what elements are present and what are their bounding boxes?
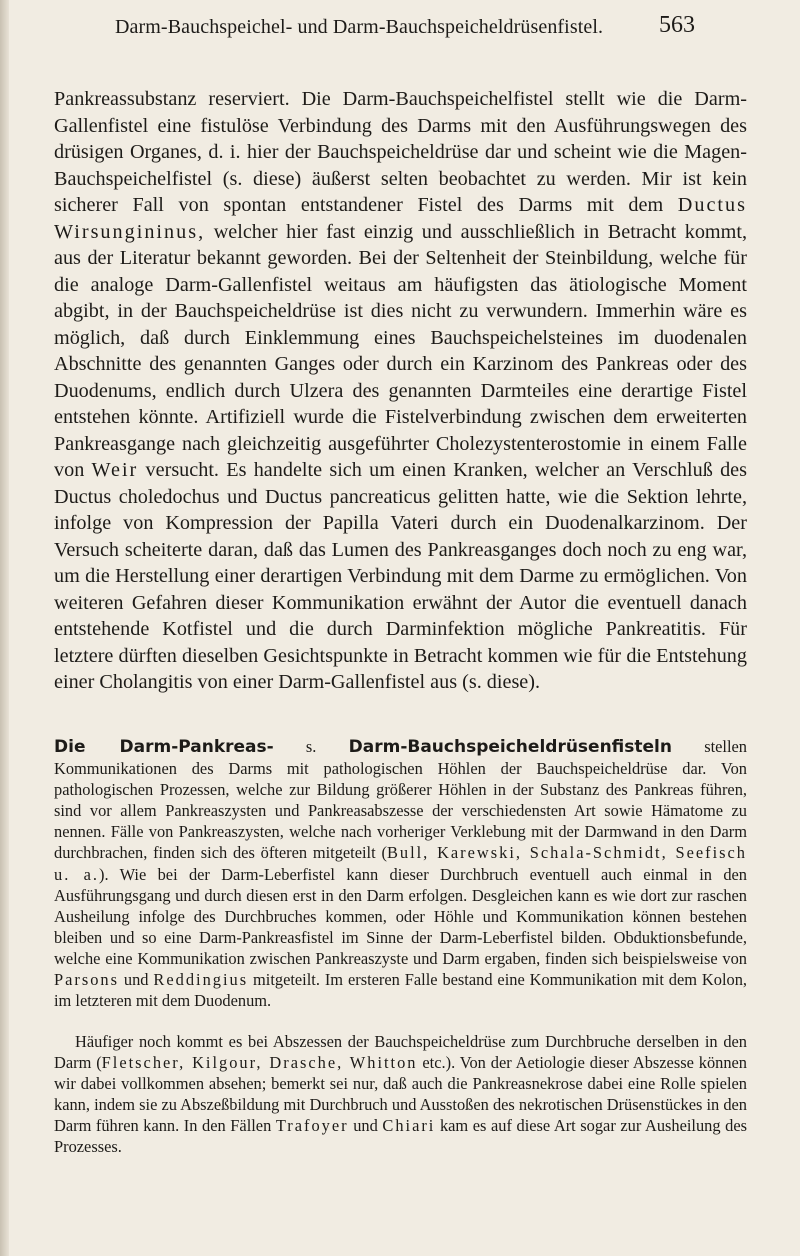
text-run: ). Wie bei der Darm-Leberfistel kann dieser Durchbruch eventuell auch einmal in den Ausführungsgang und durch diesen erst in den Darm erfolgen. Desgleichen kann es wie dort zur raschen Ausheilung infolge des Durchbruches kommen, oder Höhle und Kommunikation können bestehen bleiben und so eine Darm-Pankreasfistel im Sinne der Darm-Leberfistel bilden. Obduktionsbefunde, welche eine Kommunikation zwischen Pankreaszyste und Darm ergaben, finden sich beispielsweise von [54, 864, 747, 968]
author-name: Weir [91, 459, 139, 481]
section-heading: Die Darm-Pankreas- [54, 737, 274, 757]
text-run: stellen Kommunikationen des Darms mit pathologischen Höhlen der Bauchspeicheldrüse dar. Von pathologischen Prozessen, welche zur Bildung größerer Höhlen in der Substanz des Pankreas führen, sind vor allem Pankreaszysten und Pankreasabszesse der verschiedensten Art sowie Hämatome zu nennen. Fälle von Pankreaszysten, welche nach vorheriger Verklebung mit der Darmwand in den Darm durchbrachen, finden sich des öfteren mitgeteilt ( [54, 737, 747, 863]
text-run: und [119, 970, 154, 990]
text-run: kam es auf diese Art sogar zur Ausheilung des Prozesses. [54, 1116, 747, 1157]
text-run: mitgeteilt. Im ersteren Falle bestand eine Kommunikation mit dem Kolon, im letzteren mit dem Duodenum. [54, 970, 747, 1011]
paragraph-darm-pankreas-fisteln [54, 736, 747, 1011]
running-head: Darm-Bauchspeichel- und Darm-Bauchspeicheldrüsenfistel. [115, 16, 604, 38]
author-name: Parsons [54, 970, 119, 990]
text-run: welcher hier fast einzig und ausschließlich in Betracht kommt, aus der Literatur bekannt geworden. Bei der Seltenheit der Steinbildung, welche für die analoge Darm-Gallenfistel weitaus am häufigsten das ätiologische Moment abgibt, in der Bauchspeicheldrüse ist dies nicht zu verwundern. Immerhin wäre es möglich, daß durch Einklemmung eines Bauchspeichelsteines im duodenalen Abschnitte des genannten Ganges oder durch ein Karzinom des Pankreas oder des Duodenums, endlich durch Ulzera des genannten Darmteiles eine derartige Fistel entstehen könnte. Artifiziell wurde die Fistelverbindung zwischen dem erweiterten Pankreasgange nach gleichzeitig ausgeführter Cholezystenterostomie in einem Falle von [54, 220, 747, 481]
text-run: Häufiger noch kommt es bei Abszessen der Bauchspeicheldrüse zum Durchbruche derselben in den Darm ( [54, 1032, 747, 1073]
page-header [115, 10, 695, 44]
spaced-term: Ductus Wirsungininus, [54, 194, 747, 243]
author-names: Bull, Karewski, Schala-Schmidt, Seefisch u. a. [54, 843, 748, 884]
author-names: Fletscher, Kilgour, Drasche, Whitton [101, 1053, 418, 1073]
author-name: Trafoyer [275, 1116, 349, 1136]
binding-edge [0, 0, 9, 1256]
text-run: Pankreassubstanz reserviert. Die Darm-Bauchspeichelfistel stellt wie die Darm-Gallenfistel eine fistulöse Verbindung des Darms mit den Ausführungswegen des drüsigen Organes, d. i. hier der Bauchspeicheldrüse dar und scheint wie die Magen-Bauchspeichelfistel (s. diese) äußerst selten beobachtet zu werden. Mir ist kein sicherer Fall von spontan entstandener Fistel des Darms mit dem [54, 88, 747, 216]
paragraph-fistula-continuation [54, 86, 747, 696]
page-number: 563 [659, 12, 695, 38]
paragraph-abszesse [54, 1031, 747, 1158]
author-name: Chiari [382, 1116, 436, 1136]
author-name: Reddingius [153, 970, 249, 990]
text-run: etc.). Von der Aetiologie dieser Abszesse können wir dabei vollkommen absehen; bemerkt sei nur, daß auch die Pankreasnekrose dabei eine Rolle spielen kann, indem sie zu Abszeßbildung mit Durchbruch und Ausstoßen des nekrotischen Drüsenstückes in den Darm führen kann. In den Fällen [54, 1053, 747, 1136]
section-heading-reference: Darm-Bauchspeicheldrüsenfisteln [348, 737, 672, 757]
text-run: s. [273, 737, 349, 756]
text-run: und [348, 1116, 383, 1136]
text-run: versucht. Es handelte sich um einen Kranken, welcher an Verschluß des Ductus choledochus und Ductus pancreaticus gelitten hatte, wie die Sektion lehrte, infolge von Kompression der Papilla Vateri durch ein Duodenalkarzinom. Der Versuch scheiterte daran, daß das Lumen des Pankreasganges doch noch zu eng war, um die Herstellung einer derartigen Verbindung mit dem Darme zu ermöglichen. Von weiteren Gefahren dieser Kommunikation erwähnt der Autor die eventuell danach entstehende Kotfistel und die durch Darminfektion mögliche Pankreatitis. Für letztere dürften dieselben Gesichtspunkte in Betracht kommen wie für die Entstehung einer Cholangitis von einer Darm-Gallenfistel aus (s. diese). [54, 459, 747, 693]
